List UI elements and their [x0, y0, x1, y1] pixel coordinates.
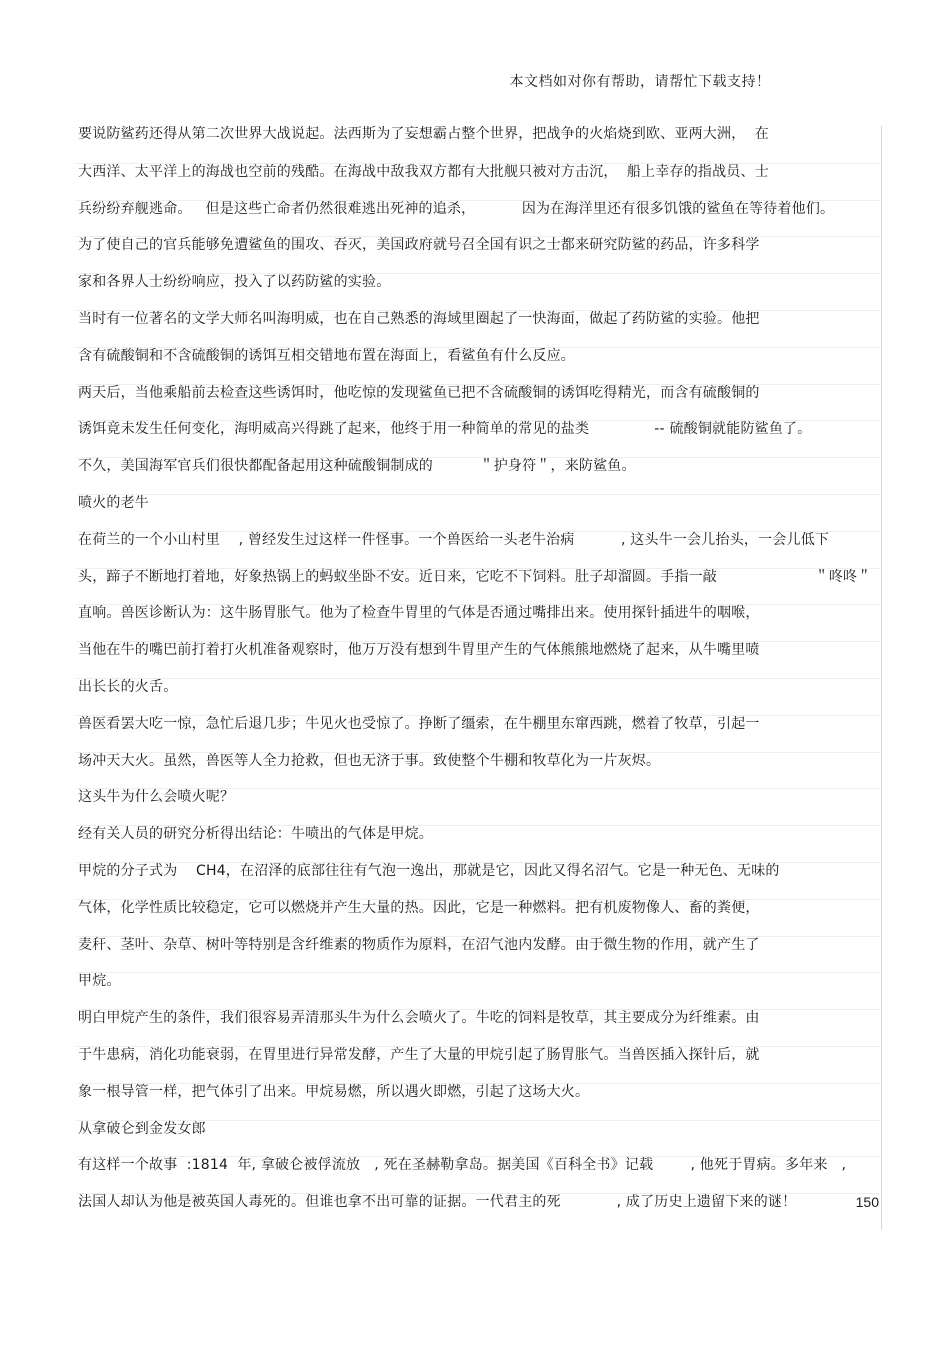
- text-line: [76, 236, 882, 273]
- text-line: [76, 825, 882, 862]
- text-line: [76, 1046, 882, 1083]
- text-line: [76, 678, 882, 715]
- text-line: [76, 936, 882, 973]
- line-text: 场冲天大火。虽然，兽医等人全力抢救，但也无济于事。致使整个牛棚和牧草化为一片灰烬。: [78, 752, 661, 769]
- line-text: 明白甲烷产生的条件，我们很容易弄清那头牛为什么会喷火了。牛吃的饲料是牧草，其主要成分为纤维素。由: [78, 1010, 760, 1027]
- text-line: [76, 384, 882, 421]
- text-line: [76, 752, 882, 789]
- line-text: 甲烷的分子式为 CH4，在沼泽的底部往往有气泡一逸出，那就是它，因此又得名沼气。它是一种无色、无味的: [78, 862, 780, 879]
- download-support-note: 本文档如对你有帮助，请帮忙下载支持！: [509, 74, 771, 90]
- line-text: 喷火的老牛: [78, 494, 149, 511]
- text-line: [76, 531, 882, 568]
- text-line: [76, 347, 882, 384]
- text-line: [76, 273, 882, 310]
- line-text: 兵纷纷弃舰逃命。 但是这些亡命者仍然很难逃出死神的追杀， 因为在海洋里还有很多饥饿的鲨鱼在等待着他们。: [78, 200, 835, 217]
- line-text: 大西洋、太平洋上的海战也空前的残酷。在海战中敌我双方都有大批舰只被对方击沉， 船上幸存的指战员、士: [78, 163, 769, 180]
- text-line: [76, 862, 882, 899]
- line-text: 含有硫酸铜和不含硫酸铜的诱饵互相交错地布置在海面上，看鲨鱼有什么反应。: [78, 347, 575, 364]
- document-body: [76, 126, 882, 1230]
- line-text: 经有关人员的研究分析得出结论：牛喷出的气体是甲烷。: [78, 826, 433, 843]
- line-text: 这头牛为什么会喷火呢？: [78, 789, 235, 806]
- line-text: 要说防鲨药还得从第二次世界大战说起。法西斯为了妄想霸占整个世界，把战争的火焰烧到欧、亚两大洲， 在: [78, 126, 769, 142]
- line-text: 象一根导管一样，把气体引了出来。甲烷易燃，所以遇火即燃，引起了这场大火。: [78, 1083, 590, 1100]
- text-line: [76, 568, 882, 605]
- text-line: [76, 604, 882, 641]
- text-line: [76, 126, 882, 163]
- line-text: 直响。兽医诊断认为：这牛肠胃胀气。他为了检查牛胃里的气体是否通过嘴排出来。使用探针插进牛的咽喉，: [78, 605, 760, 622]
- line-text: 为了使自己的官兵能够免遭鲨鱼的围攻、吞灭，美国政府就号召全国有识之士都来研究防鲨的药品，许多科学: [78, 237, 760, 254]
- page-number: 150: [855, 1194, 879, 1211]
- section-heading: [76, 494, 882, 531]
- line-text: 出长长的火舌。: [78, 678, 178, 695]
- text-line: [76, 788, 882, 825]
- line-text: 头，蹄子不断地打着地，好象热锅上的蚂蚁坐卧不安。近日来，它吃不下饲料。肚子却溜圆。手指一敲 ＂咚咚＂: [78, 568, 872, 585]
- text-line: [76, 200, 882, 237]
- line-text: 两天后，当他乘船前去检查这些诱饵时，他吃惊的发现鲨鱼已把不含硫酸铜的诱饵吃得精光，而含有硫酸铜的: [78, 384, 760, 401]
- line-text: 当他在牛的嘴巴前打着打火机准备观察时，他万万没有想到牛胃里产生的气体熊熊地燃烧了起来，从牛嘴里喷: [78, 642, 760, 659]
- line-text: 麦秆、茎叶、杂草、树叶等特别是含纤维素的物质作为原料，在沼气池内发酵。由于微生物的作用，就产生了: [78, 936, 760, 953]
- line-text: 有这样一个故事 :1814 年, 拿破仑被俘流放 , 死在圣赫勒拿岛。据美国《百科全书》记载 , 他死于胃病。多年来 ,: [78, 1157, 847, 1174]
- text-line: [76, 1156, 882, 1193]
- line-text: 诱饵竟未发生任何变化，海明威高兴得跳了起来，他终于用一种简单的常见的盐类 -- 硫酸铜就能防鲨鱼了。: [78, 421, 812, 438]
- line-text: 从拿破仑到金发女郎: [78, 1120, 206, 1137]
- line-text: 法国人却认为他是被英国人毒死的。但谁也拿不出可靠的证据。一代君主的死 , 成了历史上遗留下来的谜！: [78, 1194, 797, 1211]
- line-text: 家和各界人士纷纷响应，投入了以药防鲨的实验。: [78, 274, 391, 291]
- line-text: 气体，化学性质比较稳定，它可以燃烧并产生大量的热。因此，它是一种燃料。把有机废物像人、畜的粪便，: [78, 899, 760, 916]
- line-text: 甲烷。: [78, 973, 121, 990]
- text-line: [76, 310, 882, 347]
- text-line: [76, 1193, 882, 1230]
- line-text: 当时有一位著名的文学大师名叫海明威，也在自己熟悉的海域里圈起了一快海面，做起了药防鲨的实验。他把: [78, 310, 760, 327]
- text-line: [76, 715, 882, 752]
- line-text: 兽医看罢大吃一惊，急忙后退几步；牛见火也受惊了。挣断了缰索，在牛棚里东窜西跳，燃着了牧草，引起一: [78, 715, 760, 732]
- text-line: [76, 641, 882, 678]
- section-heading: [76, 1120, 882, 1157]
- line-text: 于牛患病，消化功能衰弱，在胃里进行异常发酵，产生了大量的甲烷引起了肠胃胀气。当兽医插入探针后，就: [78, 1046, 760, 1063]
- line-text: 不久，美国海军官兵们很快都配备起用这种硫酸铜制成的 ＂护身符＂，来防鲨鱼。: [78, 458, 636, 475]
- line-text: 在荷兰的一个小山村里 , 曾经发生过这样一件怪事。一个兽医给一头老牛治病 , 这头牛一会儿抬头，一会儿低下: [78, 531, 830, 548]
- text-line: [76, 457, 882, 494]
- text-line: [76, 899, 882, 936]
- text-line: [76, 1083, 882, 1120]
- text-line: [76, 420, 882, 457]
- text-line: [76, 972, 882, 1009]
- text-line: [76, 1009, 882, 1046]
- text-line: [76, 163, 882, 200]
